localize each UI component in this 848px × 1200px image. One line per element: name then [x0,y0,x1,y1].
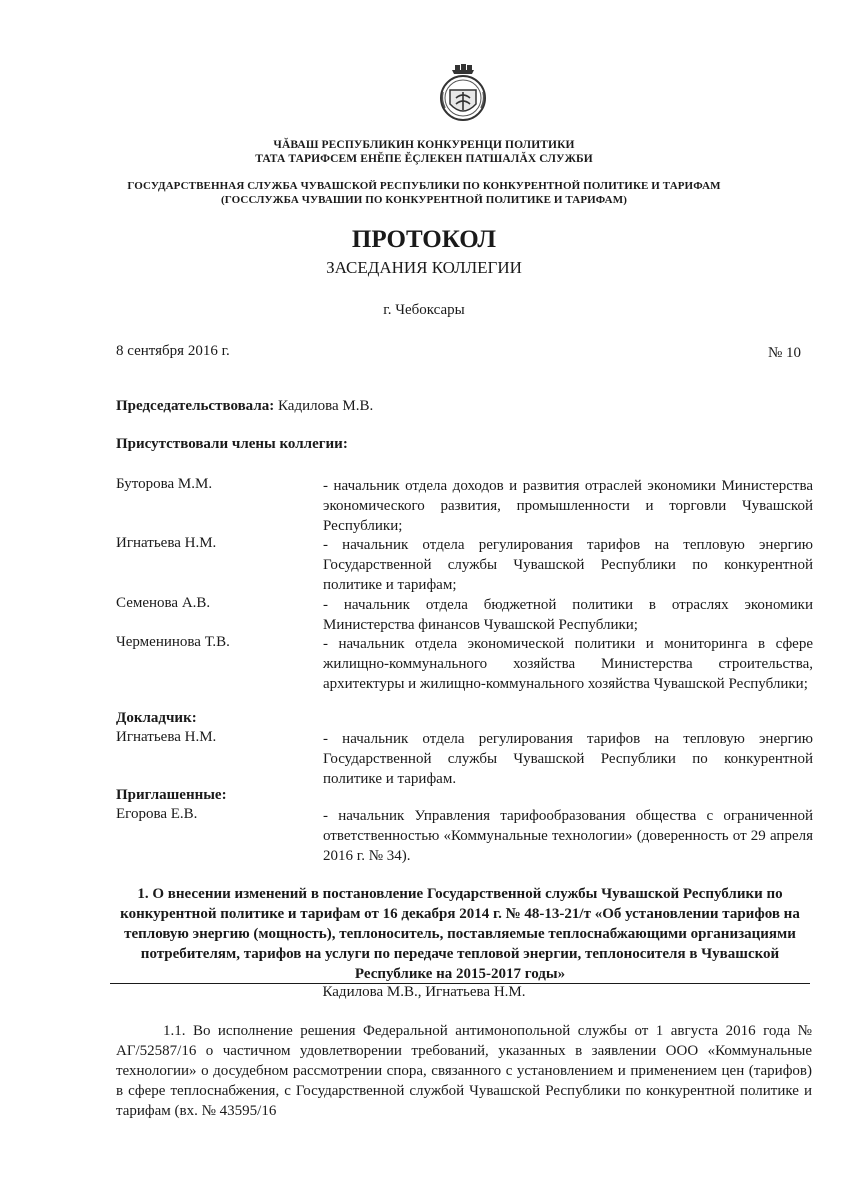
invited-name: Егорова Е.В. [116,806,198,822]
section-title: 1. О внесении изменений в постановление Государственной службы Чувашской Республики по конкурентной политике и тарифам от 16 декабря 2014 г. № 48-13-21/т «Об установлении тарифов на тепловую энергию (мощность), теплоноситель, поставляемые теплоснабжающими организациями потребителям, тарифов на услуги по передаче тепловой энергии, теплоносителя в Чувашской Республике на 2015-2017 годы» [120,886,800,982]
coat-of-arms-icon [436,64,490,124]
chair-line [116,398,373,415]
document-city: г. Чебоксары [383,302,465,318]
header-russian-line-1: ГОСУДАРСТВЕННАЯ СЛУЖБА ЧУВАШСКОЙ РЕСПУБЛИКИ ПО КОНКУРЕНТНОЙ ПОЛИТИКЕ И ТАРИФАМ [127,180,721,192]
document-number: № 10 [768,345,802,361]
member-role: - начальник отдела регулирования тарифов на тепловую энергию Государственной службы Чувашской Республики по конкурентной политике и тарифам; [323,537,813,593]
section-speakers: Кадилова М.В., Игнатьева Н.М. [322,984,526,1000]
member-name: Семенова А.В. [116,595,211,611]
header-chuvash-line-2: ТАТА ТАРИФСЕМ ЕНĔПЕ ĔÇЛЕКЕН ПАТШАЛĂХ СЛУЖБИ [255,153,593,165]
speaker-name: Игнатьева Н.М. [116,729,217,745]
document-date: 8 сентября 2016 г. [116,343,230,359]
invited-role: - начальник Управления тарифообразования общества с ограниченной ответственностью «Коммунальные технологии» (доверенность от 29 апреля 2016 г. № 34). [323,808,813,864]
document-subtitle: ЗАСЕДАНИЯ КОЛЛЕГИИ [326,258,522,277]
chair-label: Председательствовала: [116,398,275,414]
member-name: Игнатьева Н.М. [116,535,217,551]
speaker-role: - начальник отдела регулирования тарифов на тепловую энергию Государственной службы Чувашской Республики по конкурентной политике и тарифам. [323,731,813,787]
members-heading: Присутствовали члены коллегии: [116,436,348,452]
member-role: - начальник отдела доходов и развития отраслей экономики Министерства экономического развития, промышленности и торговли Чувашской Республики; [323,478,813,534]
member-name: Буторова М.М. [116,476,213,492]
member-name: Черменинова Т.В. [116,634,230,650]
section-paragraph: 1.1. Во исполнение решения Федеральной антимонопольной службы от 1 августа 2016 года № АГ/52587/16 о частичном удовлетворении требований, указанных в заявлении ООО «Коммунальные технологии» о досудебном рассмотрении спора, связанного с установлением и применением цен (тарифов) в сфере теплоснабжения, с Государственной службой Чувашской Республики по конкурентной политике и тарифам (вх. № 43595/16 [116,1023,812,1119]
speaker-heading: Докладчик: [116,710,197,726]
header-chuvash-line-1: ЧĂВАШ РЕСПУБЛИКИН КОНКУРЕНЦИ ПОЛИТИКИ [273,139,575,151]
document-title: ПРОТОКОЛ [351,226,497,253]
invited-heading: Приглашенные: [116,787,227,803]
chair-name: Кадилова М.В. [277,398,374,414]
member-role: - начальник отдела бюджетной политики в отраслях экономики Министерства финансов Чувашской Республики; [323,597,813,633]
header-russian-line-2: (ГОССЛУЖБА ЧУВАШИИ ПО КОНКУРЕНТНОЙ ПОЛИТИКЕ И ТАРИФАМ) [221,194,627,206]
member-role: - начальник отдела экономической политики и мониторинга в сфере жилищно-коммунального хозяйства Министерства строительства, архитектуры и жилищно-коммунального хозяйства Чувашской Республики; [323,636,813,692]
